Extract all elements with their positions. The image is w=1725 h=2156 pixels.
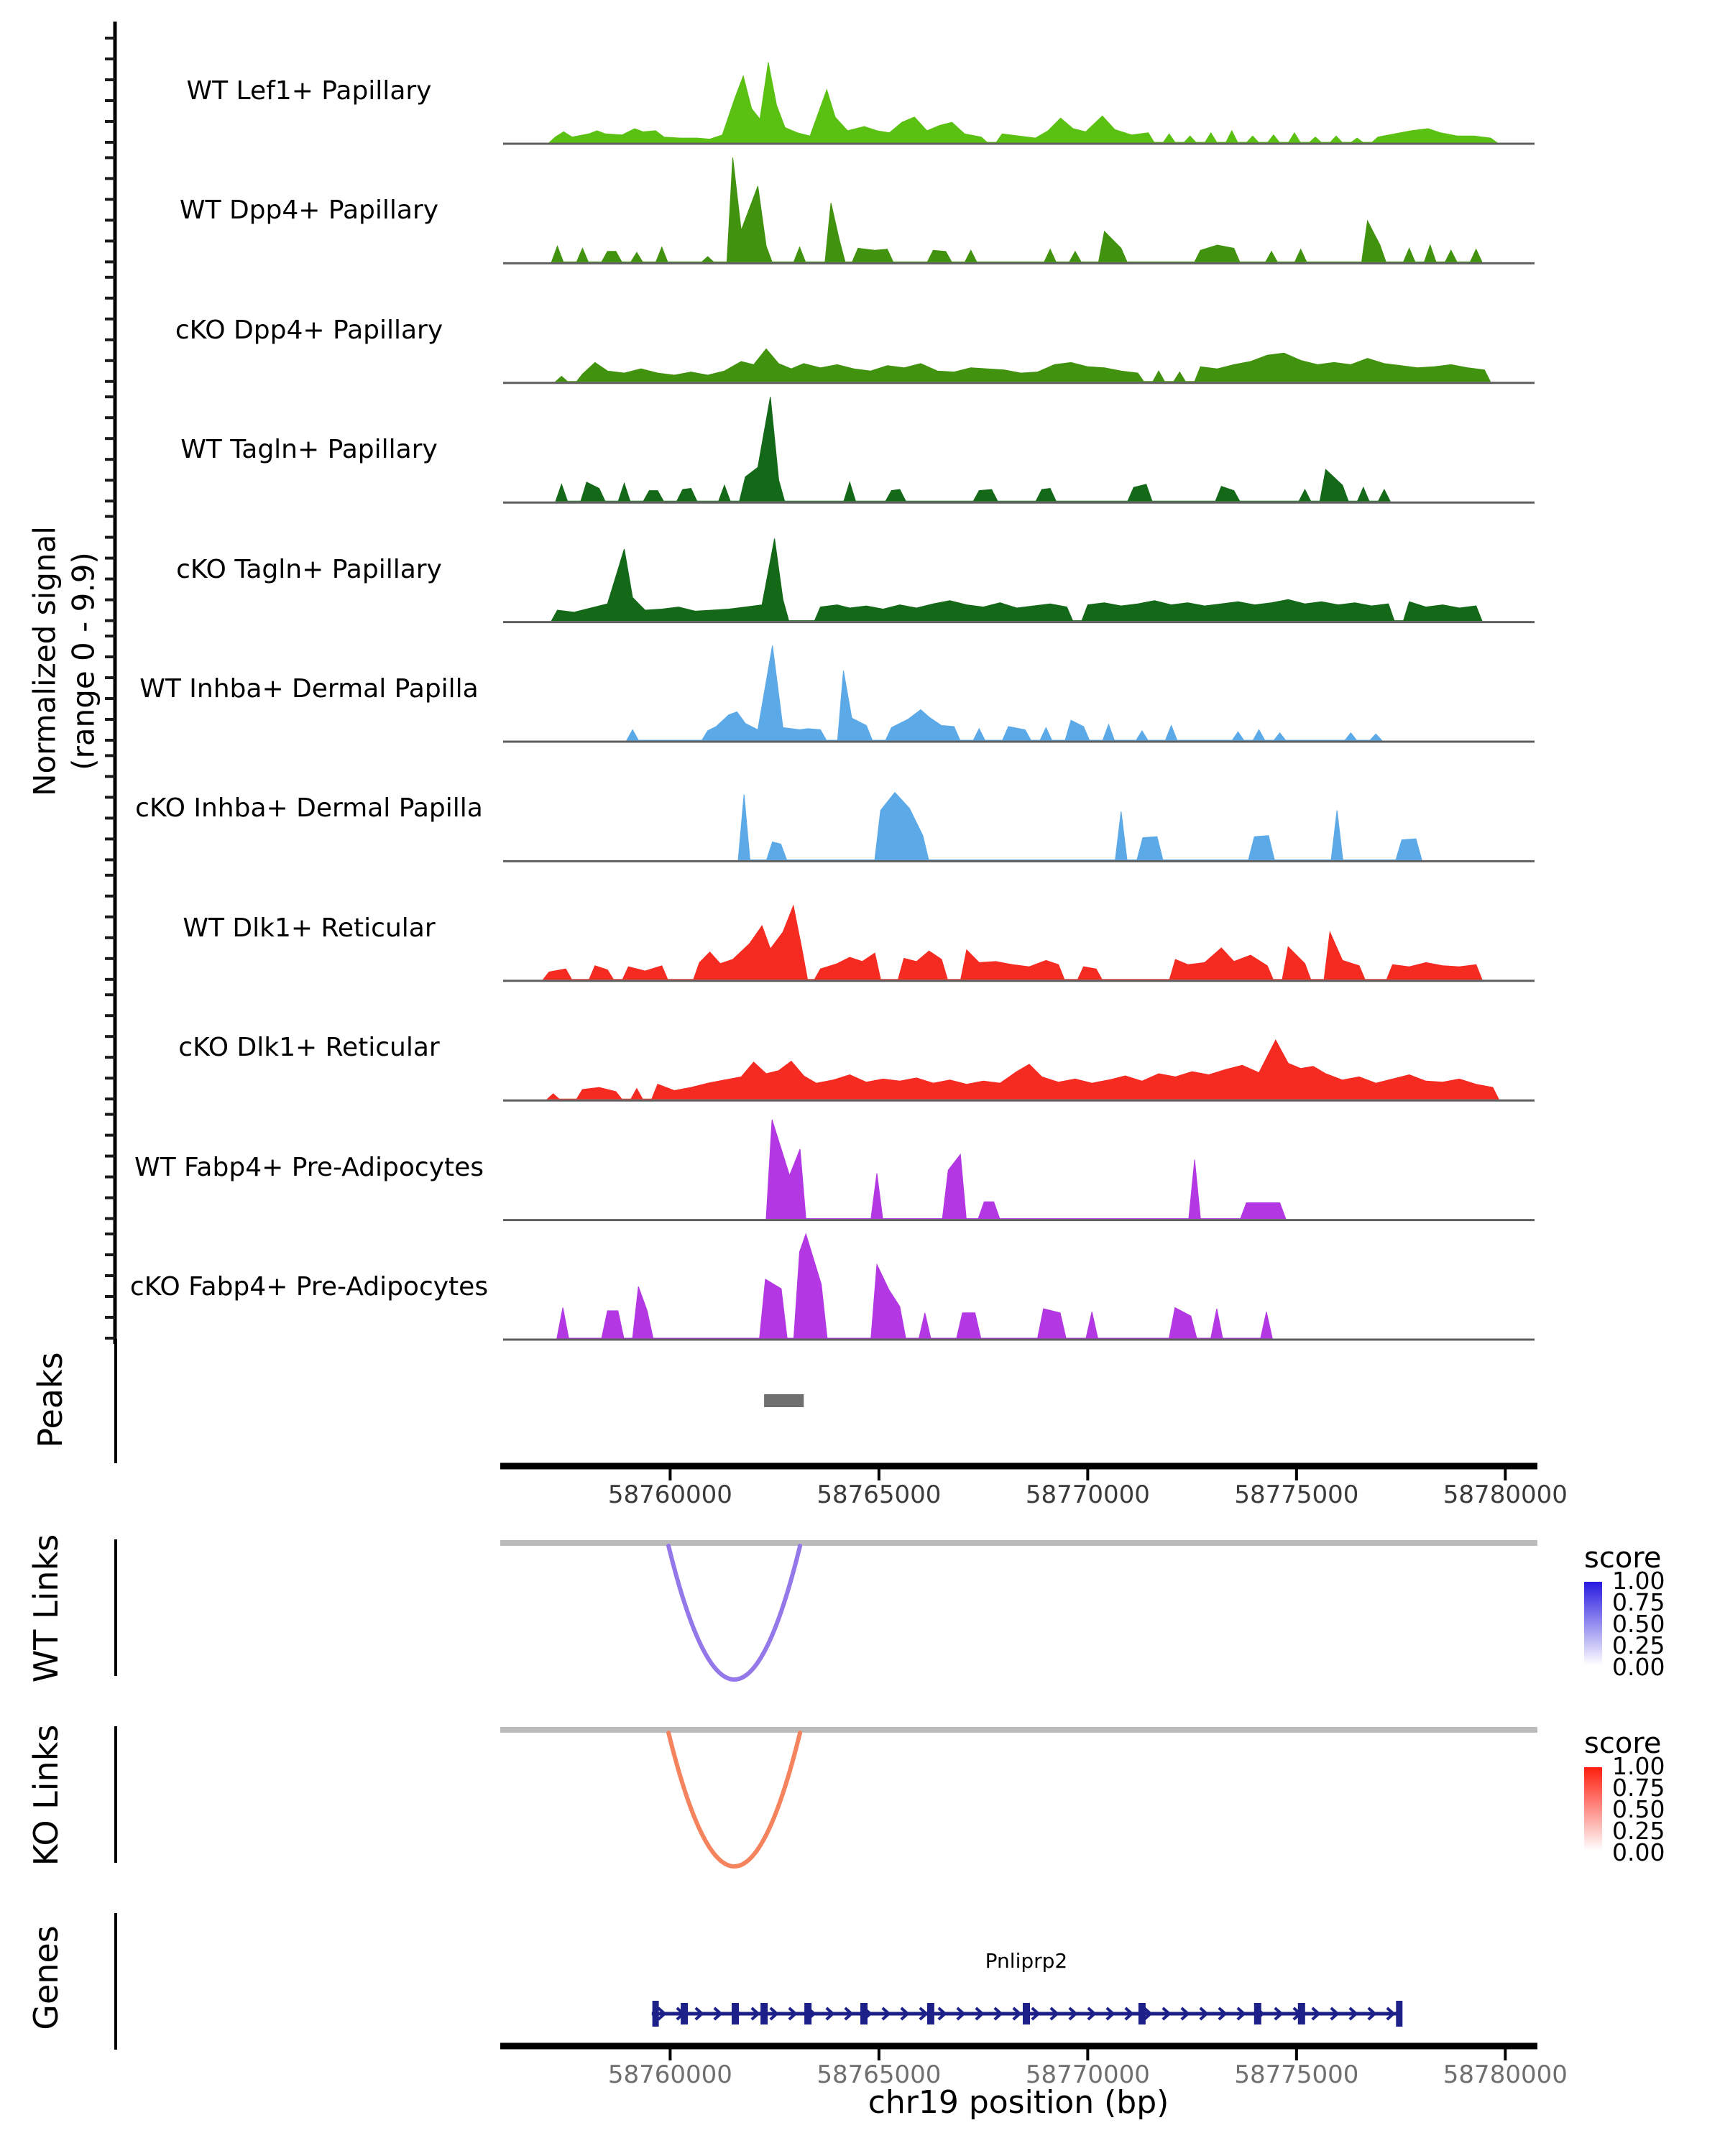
section-label-ko-links: KO Links [27,1724,65,1866]
gene-exon [1254,2003,1261,2024]
section-label-genes: Genes [27,1925,65,2030]
legend-tick-label: 0.50 [1612,1610,1665,1638]
signal-area [738,793,1422,860]
link-arc [668,1733,800,1866]
track-label: WT Fabp4+ Pre-Adipocytes [134,1152,484,1182]
gene-exon [1138,2003,1146,2024]
axis-tick-label: 58780000 [1443,1480,1568,1509]
track-label: cKO Tagln+ Papillary [176,554,442,584]
signal-area [551,538,1481,620]
x-axis-title: chr19 position (bp) [868,2084,1169,2121]
track-label: WT Dpp4+ Papillary [179,195,439,226]
legend-title: score [1584,1542,1662,1575]
gene-exon [760,2003,768,2024]
signal-area [543,906,1482,980]
link-arc [668,1546,800,1680]
signal-area [548,1040,1499,1099]
axis-tick-label: 58765000 [816,1480,942,1509]
axis-tick-label: 58760000 [607,1480,732,1509]
gene-label: Pnliprp2 [985,1949,1068,1973]
section-label-wt-links: WT Links [27,1534,65,1683]
axis-tick-label: 58775000 [1234,1480,1359,1509]
legend-tick-label: 0.75 [1612,1588,1665,1616]
legend-tick-label: 0.50 [1612,1795,1665,1823]
track-label: WT Tagln+ Papillary [180,435,438,465]
signal-axis-label-line2: (range 0 - 9.9) [65,552,101,770]
gene-exon [732,2003,739,2024]
gene-exon [1023,2003,1030,2024]
track-label: cKO Dpp4+ Papillary [175,315,443,345]
gene-exon [653,2001,659,2027]
gene-exon [681,2003,688,2024]
gene-exon [1298,2003,1305,2024]
legend-tick-label: 1.00 [1612,1752,1665,1780]
axis-tick-label: 58770000 [1025,1480,1150,1509]
gene-exon [927,2003,934,2024]
legend-tick-label: 0.25 [1612,1817,1665,1845]
gene-exon [804,2003,811,2024]
axis-tick-label: 58775000 [1234,2060,1359,2089]
score-legend-wt [1584,1542,1665,1681]
track-label: WT Lef1+ Papillary [186,76,432,106]
track-label: cKO Inhba+ Dermal Papilla [135,793,483,824]
signal-axis-label-line1: Normalized signal [27,526,63,796]
axis-tick-label: 58760000 [607,2060,732,2089]
legend-tick-labels [1612,1752,1665,1866]
axis-tick-label: 58765000 [816,2060,942,2089]
axis-tick-label: 58770000 [1025,2060,1150,2089]
section-label-peaks: Peaks [31,1352,70,1448]
signal-area [550,63,1497,142]
legend-tick-label: 0.25 [1612,1631,1665,1659]
legend-gradient-bar [1584,1767,1602,1851]
signal-area [766,1120,1286,1219]
legend-title: score [1584,1727,1662,1760]
track-label: WT Inhba+ Dermal Papilla [139,674,479,704]
signal-area [551,157,1481,262]
legend-gradient-bar [1584,1582,1602,1665]
score-legend-ko [1584,1727,1665,1866]
legend-tick-labels [1612,1567,1665,1681]
track-label: WT Dlk1+ Reticular [183,913,436,943]
legend-tick-label: 1.00 [1612,1567,1665,1595]
gene-exon [1396,2001,1402,2027]
signal-area [556,349,1490,381]
peak-interval [764,1394,804,1407]
legend-tick-label: 0.75 [1612,1774,1665,1802]
legend-tick-label: 0.00 [1612,1838,1665,1866]
gene-exon [860,2003,868,2024]
signal-area [556,397,1390,501]
legend-tick-label: 0.00 [1612,1653,1665,1681]
track-label: cKO Fabp4+ Pre-Adipocytes [129,1272,489,1302]
axis-tick-label: 58780000 [1443,2060,1568,2089]
track-label: cKO Dlk1+ Reticular [178,1033,440,1063]
signal-area [627,645,1381,740]
signal-area [557,1234,1272,1338]
